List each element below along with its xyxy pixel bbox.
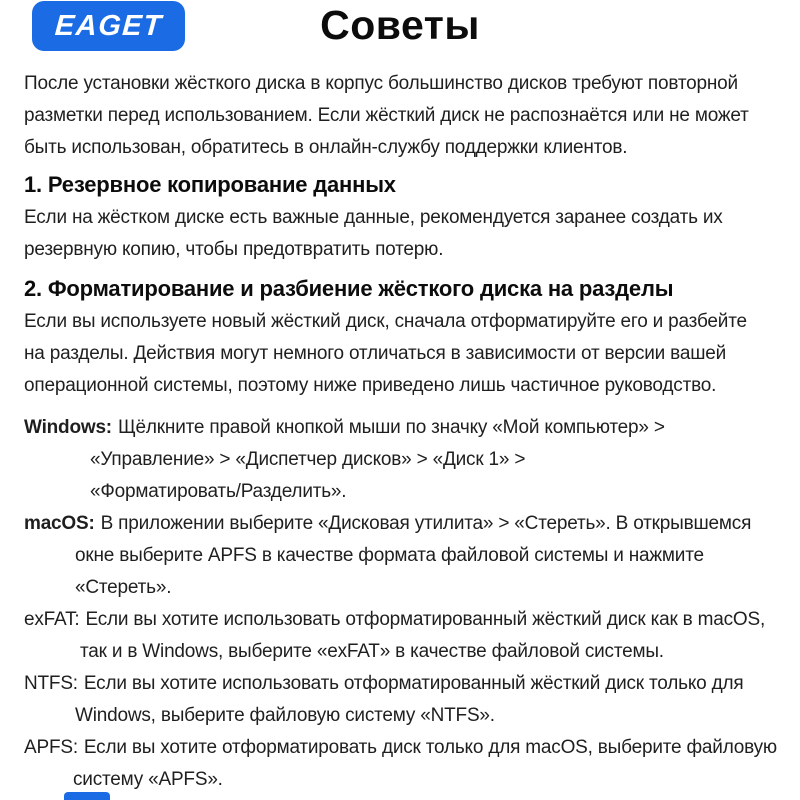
text-line: операционной системы, поэтому ниже приведено лишь частичное руководство. (24, 375, 717, 396)
format-paragraph (24, 306, 776, 402)
section-heading-backup: 1. Резервное копирование данных (24, 172, 396, 197)
page-header (0, 0, 800, 58)
text-line: окне выберите APFS в качестве формата файловой системы и нажмите (75, 545, 704, 566)
os-entry-ntfs (24, 668, 776, 732)
section-heading-format: 2. Форматирование и разбиение жёсткого диска на разделы (24, 276, 674, 301)
text-line: Если вы хотите использовать отформатированный жёсткий диск как в macOS, (85, 609, 766, 630)
text-line: Если вы хотите использовать отформатированный жёсткий диск только для (83, 673, 744, 694)
os-label-macos: macOS: (24, 513, 95, 534)
text-line: разметки перед использованием. Если жёсткий диск не распознаётся или не может (24, 105, 749, 126)
eaget-logo-text: EAGET (53, 9, 164, 42)
text-line: резервную копию, чтобы предотвратить потерю. (24, 239, 444, 260)
text-line: Если на жёстком диске есть важные данные, рекомендуется заранее создать их (24, 207, 723, 228)
text-line (24, 732, 776, 764)
text-line: После установки жёсткого диска в корпус большинство дисков требуют повторной (24, 73, 738, 94)
os-label-windows: Windows: (24, 417, 112, 438)
page-title: Советы (320, 2, 480, 48)
text-line: быть использован, обратитесь в онлайн-службу поддержки клиентов. (24, 137, 628, 158)
os-entry-apfs (24, 732, 776, 796)
text-line: Если вы используете новый жёсткий диск, сначала отформатируйте его и разбейте (24, 311, 747, 332)
text-line: «Форматировать/Разделить». (90, 481, 347, 502)
page-body (0, 68, 800, 796)
os-label-ntfs: NTFS: (24, 673, 78, 694)
os-label-exfat: exFAT: (24, 609, 80, 630)
next-page-logo-partial (64, 792, 110, 800)
text-line (24, 508, 776, 540)
text-line: систему «APFS». (73, 769, 223, 790)
os-entry-windows (24, 412, 776, 508)
text-line: В приложении выберите «Дисковая утилита» > «Стереть». В открывшемся (100, 513, 752, 534)
os-instructions-list (24, 412, 776, 796)
text-line (24, 668, 776, 700)
text-line: Windows, выберите файловую систему «NTFS». (75, 705, 495, 726)
backup-paragraph (24, 202, 776, 266)
intro-paragraph (24, 68, 776, 164)
text-line: «Стереть». (75, 577, 172, 598)
text-line: на разделы. Действия могут немного отличаться в зависимости от версии вашей (24, 343, 727, 364)
os-entry-macos (24, 508, 776, 604)
text-line: Щёлкните правой кнопкой мыши по значку «Мой компьютер» > (117, 417, 665, 438)
os-entry-exfat (24, 604, 776, 668)
text-line: так и в Windows, выберите «exFAT» в качестве файловой системы. (80, 641, 664, 662)
text-line (24, 412, 776, 444)
text-line: Если вы хотите отформатировать диск только для macOS, выберите файловую (83, 737, 777, 758)
os-label-apfs: APFS: (24, 737, 78, 758)
text-line: «Управление» > «Диспетчер дисков» > «Диск 1» > (90, 449, 526, 470)
text-line (24, 604, 776, 636)
